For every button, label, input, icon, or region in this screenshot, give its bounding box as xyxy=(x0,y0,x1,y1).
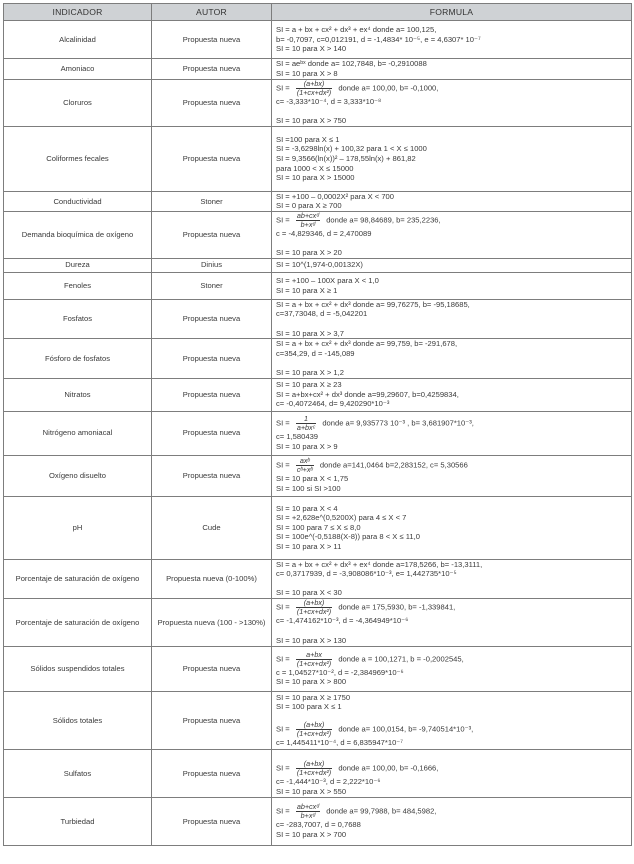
indicator-name-cloruros: Cloruros xyxy=(4,80,152,127)
formula-porcentaje1 xyxy=(272,559,632,598)
author-cloruros: Propuesta nueva xyxy=(152,80,272,127)
formula-line: SI = 100 para 7 ≤ X ≤ 8,0 xyxy=(276,522,361,532)
formula-line: SI = a + bx + cx² + dx³ + ex⁴ donde a= 100,125, xyxy=(276,25,437,35)
author-nitrogeno: Propuesta nueva xyxy=(152,411,272,455)
formula-dbo xyxy=(272,211,632,258)
formula-coliformes xyxy=(272,126,632,191)
fraction-denominator: (1+cx+dx²) xyxy=(296,658,332,668)
formula-line: SI = 10 para X < 1,75 xyxy=(276,474,349,484)
formula-line: SI = 10 para X > 8 xyxy=(276,69,338,78)
table-row xyxy=(4,411,632,455)
formula-cloruros xyxy=(272,80,632,127)
fraction-numerator: axᵇ xyxy=(296,457,314,466)
header-autor: AUTOR xyxy=(152,4,272,21)
formula-nitratos xyxy=(272,378,632,411)
author-ph: Cude xyxy=(152,496,272,559)
formula-line: SI = a + bx + cx² + dx³ donde a= 99,759, b= -291,678, xyxy=(276,339,458,349)
formula-alcalinidad xyxy=(272,21,632,59)
indicator-name-porcentaje2: Porcentaje de saturación de oxígeno xyxy=(4,598,152,646)
table-row xyxy=(4,299,632,338)
formula-prefix: SI = xyxy=(276,83,292,93)
author-turbiedad: Propuesta nueva xyxy=(152,797,272,845)
formula-fraction-line xyxy=(276,599,627,616)
formula-prefix: SI = xyxy=(276,602,292,612)
formula-turbiedad xyxy=(272,797,632,845)
formula-prefix: SI = xyxy=(276,460,292,470)
formula-parameters: donde a= 100,0154, b= -9,740514*10⁻³, xyxy=(336,724,474,734)
formula-table-page xyxy=(3,3,631,861)
fraction-denominator: (1+cx+dx²) xyxy=(296,729,332,739)
formula-line: SI = 100 para X ≤ 1 xyxy=(276,702,342,712)
fraction xyxy=(296,651,332,668)
author-conductividad: Stoner xyxy=(152,191,272,211)
fraction-denominator: b+xᵈ xyxy=(300,811,316,821)
table-row xyxy=(4,559,632,598)
formula-prefix: SI = xyxy=(276,806,292,816)
table-row xyxy=(4,59,632,80)
indicator-name-fosfatos: Fosfatos xyxy=(4,299,152,338)
formula-line xyxy=(276,358,627,368)
indicator-name-sulfatos: Sulfatos xyxy=(4,749,152,797)
fraction-numerator: a+bx xyxy=(296,651,332,660)
formula-porcentaje2 xyxy=(272,598,632,646)
fraction-numerator: (a+bx) xyxy=(296,599,332,608)
formula-line: SI = aeᵇˣ donde a= 102,7848, b= -0,2910088 xyxy=(276,59,427,69)
fraction-numerator: (a+bx) xyxy=(296,721,332,730)
fraction-numerator: ab+cxᵈ xyxy=(296,210,320,220)
formula-line: SI = 10 para X ≥ 1750 xyxy=(276,692,351,702)
formula-line: SI = 100e^(-0,5188(X-8)) para 8 < X ≤ 11,0 xyxy=(276,532,420,542)
formula-line: SI = 10 para X < 4 xyxy=(276,503,338,513)
formula-line xyxy=(276,239,627,249)
indicator-name-dbo: Demanda bioquímica de oxígeno xyxy=(4,211,152,258)
formula-fraction-line xyxy=(276,721,627,738)
header-formula: FORMULA xyxy=(272,4,632,21)
author-fenoles: Stoner xyxy=(152,272,272,299)
formula-line xyxy=(276,319,627,329)
formula-line: c= -1,444*10⁻³, d = 2,222*10⁻⁶ xyxy=(276,777,381,787)
indicator-name-ph: pH xyxy=(4,496,152,559)
table-row xyxy=(4,126,632,191)
formula-line: c=37,73048, d = -5,042201 xyxy=(276,309,368,319)
formula-line: SI = 0 para X ≥ 700 xyxy=(276,201,342,211)
formula-line: c= -3,333*10⁻⁴, d = 3,333*10⁻⁸ xyxy=(276,97,382,106)
author-fosfatos: Propuesta nueva xyxy=(152,299,272,338)
formula-line: c=354,29, d = -145,089 xyxy=(276,348,355,358)
fraction xyxy=(296,803,320,820)
formula-amoniaco xyxy=(272,59,632,80)
formula-fosforo xyxy=(272,339,632,378)
formula-line: SI = 10 para X > 750 xyxy=(276,116,347,126)
formula-parameters: donde a= 99,7988, b= 484,5982, xyxy=(324,806,437,816)
table-row xyxy=(4,378,632,411)
formula-fraction-line xyxy=(276,212,627,229)
formula-line: c= -1,474162*10⁻³, d = -4,364949*10⁻⁶ xyxy=(276,616,409,626)
formula-line: c = -4,829346, d = 2,470089 xyxy=(276,228,372,238)
formula-line: SI = 10 para X ≥ 23 xyxy=(276,380,342,390)
author-sulfatos: Propuesta nueva xyxy=(152,749,272,797)
formula-parameters: donde a=141,0464 b=2,283152, c= 5,30566 xyxy=(317,460,468,470)
formula-line: SI = 9,3566(ln(x))² – 178,55ln(x) + 861,82 xyxy=(276,153,416,163)
table-row xyxy=(4,339,632,378)
author-nitratos: Propuesta nueva xyxy=(152,378,272,411)
author-dureza: Dinius xyxy=(152,258,272,272)
table-body xyxy=(4,21,632,846)
formula-line: SI =100 para X ≤ 1 xyxy=(276,134,340,144)
fraction-denominator: a+bxᶜ xyxy=(296,422,316,432)
author-suspendidos: Propuesta nueva xyxy=(152,646,272,691)
formula-line: SI = 10 para X ≥ 1 xyxy=(276,285,338,295)
formula-prefix: SI = xyxy=(276,724,292,734)
formula-parameters: donde a= 98,84689, b= 235,2236, xyxy=(324,215,441,225)
table-row xyxy=(4,691,632,749)
formula-fraction-line xyxy=(276,651,627,668)
indicator-name-coliformes: Coliformes fecales xyxy=(4,126,152,191)
formula-suspendidos xyxy=(272,646,632,691)
formula-line: SI = 10 para X < 30 xyxy=(276,588,342,598)
formula-line: SI = 10 para X > 800 xyxy=(276,677,347,687)
table-row xyxy=(4,272,632,299)
author-porcentaje1: Propuesta nueva (0-100%) xyxy=(152,559,272,598)
author-porcentaje2: Propuesta nueva (100 - >130%) xyxy=(152,598,272,646)
formula-conductividad xyxy=(272,191,632,211)
indicator-name-nitrogeno: Nitrógeno amoniacal xyxy=(4,411,152,455)
fraction xyxy=(296,760,332,777)
fraction-numerator: 1 xyxy=(296,415,316,424)
formula-prefix: SI = xyxy=(276,418,292,428)
table-row xyxy=(4,21,632,59)
formula-line: SI = +2,628e^(0,5200X) para 4 ≤ X < 7 xyxy=(276,513,407,523)
table-row xyxy=(4,258,632,272)
table-row xyxy=(4,797,632,845)
formula-parameters: donde a= 9,935773 10⁻³ , b= 3,681907*10⁻³, xyxy=(320,418,474,428)
indicator-formula-table xyxy=(3,3,632,846)
formula-prefix: SI = xyxy=(276,763,292,773)
formula-line: SI = +100 – 0,0002X² para X < 700 xyxy=(276,191,395,201)
formula-line: SI = 10 para X > 15000 xyxy=(276,173,355,183)
fraction-numerator: (a+bx) xyxy=(296,80,332,89)
formula-line: c= -283,7007, d = 0,7688 xyxy=(276,820,361,830)
formula-parameters: donde a = 100,1271, b = -0,2002545, xyxy=(336,654,464,664)
formula-line: SI = 10 para X > 1,2 xyxy=(276,367,344,377)
formula-line: SI = 10 para X > 3,7 xyxy=(276,328,344,338)
formula-line: c= -0,4072464, d= 9,420290*10⁻³ xyxy=(276,399,390,409)
formula-line xyxy=(276,712,627,722)
author-totales: Propuesta nueva xyxy=(152,691,272,749)
formula-line xyxy=(276,107,627,117)
fraction xyxy=(296,599,332,616)
author-alcalinidad: Propuesta nueva xyxy=(152,21,272,59)
fraction-numerator: (a+bx) xyxy=(296,760,332,769)
formula-line: c= 0,3717939, d = -3,908086*10⁻³, e= 1,442735*10⁻⁵ xyxy=(276,569,457,579)
table-row xyxy=(4,455,632,496)
formula-sulfatos xyxy=(272,749,632,797)
indicator-name-alcalinidad: Alcalinidad xyxy=(4,21,152,59)
indicator-name-conductividad: Conductividad xyxy=(4,191,152,211)
formula-oxigeno xyxy=(272,455,632,496)
formula-line: SI = 10 para X > 550 xyxy=(276,786,347,796)
table-row xyxy=(4,496,632,559)
fraction-numerator: ab+cxᵈ xyxy=(296,802,320,812)
table-row xyxy=(4,211,632,258)
formula-parameters: donde a= 100,00, b= -0,1000, xyxy=(336,83,439,93)
fraction-denominator: (1+cx+dx²) xyxy=(296,768,332,778)
indicator-name-amoniaco: Amoniaco xyxy=(4,59,152,80)
formula-line: b= -0,7097, c=0,012191, d = -1,4834* 10⁻⁵, e = 4,6307* 10⁻⁷ xyxy=(276,34,481,44)
author-dbo: Propuesta nueva xyxy=(152,211,272,258)
formula-fenoles xyxy=(272,272,632,299)
table-row xyxy=(4,646,632,691)
formula-fraction-line xyxy=(276,803,627,820)
formula-line: c = 1,04527*10⁻², d = -2,384969*10⁻⁶ xyxy=(276,667,404,677)
formula-line: SI = 10 para X > 20 xyxy=(276,248,342,258)
table-row xyxy=(4,191,632,211)
formula-line xyxy=(276,626,627,636)
formula-prefix: SI = xyxy=(276,215,292,225)
fraction xyxy=(296,457,314,474)
formula-line: SI = 10 para X > 140 xyxy=(276,44,347,54)
table-row xyxy=(4,80,632,127)
indicator-name-porcentaje1: Porcentaje de saturación de oxígeno xyxy=(4,559,152,598)
author-amoniaco: Propuesta nueva xyxy=(152,59,272,80)
formula-fraction-line xyxy=(276,415,627,432)
formula-fraction-line xyxy=(276,80,627,97)
formula-prefix: SI = xyxy=(276,654,292,664)
formula-line: SI = 10 para X > 11 xyxy=(276,541,342,551)
fraction xyxy=(296,80,332,97)
formula-parameters: donde a= 175,5930, b= -1,339841, xyxy=(336,602,456,612)
formula-line: SI = 10 para X > 130 xyxy=(276,635,347,645)
fraction-denominator: cᵇ+xᵇ xyxy=(296,465,313,475)
formula-line: SI = a + bx + cx² + dx³ + ex⁴ donde a=178,5266, b= -13,3111, xyxy=(276,559,483,569)
formula-line: c= 1,445411*10⁻⁴, d = 6,835947*10⁻⁷ xyxy=(276,738,404,748)
formula-fraction-line xyxy=(276,760,627,777)
formula-line: SI = 10^(1,974-0,00132X) xyxy=(276,260,363,270)
fraction xyxy=(296,415,316,432)
formula-dureza xyxy=(272,258,632,272)
formula-line: SI = 100 si SI >100 xyxy=(276,484,341,493)
author-fosforo: Propuesta nueva xyxy=(152,339,272,378)
indicator-name-turbiedad: Turbiedad xyxy=(4,797,152,845)
indicator-name-suspendidos: Sólidos suspendidos totales xyxy=(4,646,152,691)
indicator-name-dureza: Dureza xyxy=(4,258,152,272)
author-oxigeno: Propuesta nueva xyxy=(152,455,272,496)
indicator-name-totales: Sólidos totales xyxy=(4,691,152,749)
formula-line xyxy=(276,750,627,760)
table-row xyxy=(4,749,632,797)
formula-line: SI = 10 para X > 700 xyxy=(276,829,347,839)
formula-line: SI = a + bx + cx² + dx³ donde a= 99,76275, b= -95,18685, xyxy=(276,299,470,309)
formula-line: SI = a+bx+cx² + dx³ donde a=99,29607, b=0,4259834, xyxy=(276,389,459,399)
formula-line: c= 1,580439 xyxy=(276,431,319,441)
formula-fraction-line xyxy=(276,457,627,474)
indicator-name-fosforo: Fósforo de fosfatos xyxy=(4,339,152,378)
formula-line: SI = -3,6298ln(x) + 100,32 para 1 < X ≤ 1000 xyxy=(276,144,427,154)
formula-parameters: donde a= 100,00, b= -0,1666, xyxy=(336,763,439,773)
indicator-name-oxigeno: Oxígeno disuelto xyxy=(4,455,152,496)
fraction-denominator: (1+cx+dx²) xyxy=(296,88,332,97)
formula-line: SI = +100 – 100X para X < 1,0 xyxy=(276,276,379,286)
fraction xyxy=(296,212,320,229)
formula-line: para 1000 < X ≤ 15000 xyxy=(276,163,354,173)
formula-line: SI = 10 para X > 9 xyxy=(276,441,338,451)
formula-fosfatos xyxy=(272,299,632,338)
indicator-name-nitratos: Nitratos xyxy=(4,378,152,411)
fraction xyxy=(296,721,332,738)
fraction-denominator: b+xᵈ xyxy=(300,219,316,229)
formula-nitrogeno xyxy=(272,411,632,455)
formula-ph xyxy=(272,496,632,559)
table-row xyxy=(4,598,632,646)
fraction-denominator: (1+cx+dx²) xyxy=(296,607,332,617)
header-indicador: INDICADOR xyxy=(4,4,152,21)
table-header-row xyxy=(4,4,632,21)
formula-line xyxy=(276,579,627,589)
indicator-name-fenoles: Fenoles xyxy=(4,272,152,299)
formula-totales xyxy=(272,691,632,749)
author-coliformes: Propuesta nueva xyxy=(152,126,272,191)
